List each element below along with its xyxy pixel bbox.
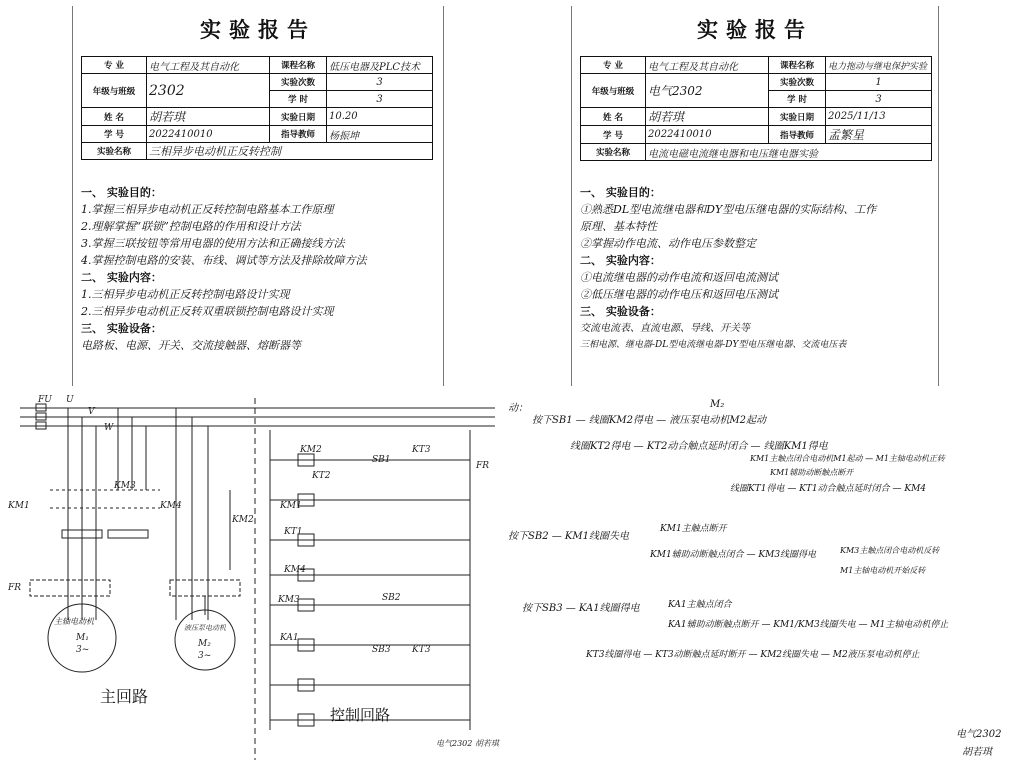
flow-line: KM3主触点闭合电动机反转 [840, 546, 940, 555]
value-name: 胡若琪 [646, 108, 769, 126]
left-section-line: 1.三相异步电动机正反转控制电路设计实现 [81, 288, 290, 301]
right-info-table [580, 56, 932, 161]
label-grade-class: 年级与班级 [82, 74, 147, 108]
value-date: 2025/11/13 [826, 108, 932, 126]
left-report-title: 实验报告 [200, 17, 316, 42]
label-major: 专 业 [82, 57, 147, 74]
flow-line: KA1主触点闭合 [668, 600, 732, 610]
left-section-line: 4.掌握控制电路的安装、布线、调试等方法及排除故障方法 [81, 254, 367, 267]
value-major: 电气工程及其自动化 [646, 57, 769, 74]
ctrl-label-kt3-top: KT3 [412, 445, 431, 455]
flow-line: KM1主触点闭合电动机M1起动 — M1主轴电动机正转 [750, 454, 945, 463]
label-name: 姓 名 [581, 108, 646, 126]
ctrl-label-sb2: SB2 [382, 593, 401, 603]
value-name: 胡若琪 [147, 108, 270, 126]
left-section-line: 3.掌握三联按钮等常用电器的使用方法和正确接线方法 [81, 237, 345, 250]
motor1-label: 主轴电动机 [54, 617, 94, 626]
right-report-page [571, 6, 939, 386]
left-report-page [72, 6, 444, 386]
label-v: V [88, 407, 95, 417]
left-section-line: 电路板、电源、开关、交流接触器、熔断器等 [81, 339, 301, 352]
value-teacher: 孟繁星 [826, 126, 932, 144]
label-major: 专 业 [581, 57, 646, 74]
ctrl-label-km3: KM3 [278, 595, 300, 605]
label-km2: KM2 [232, 515, 254, 525]
motor2-id: M₂ [198, 639, 211, 649]
label-date: 实验日期 [769, 108, 826, 126]
flow-line: KM1辅助动断触点断开 [770, 468, 854, 477]
value-date: 10.20 [327, 108, 433, 126]
left-section-heading: 二、 实验内容： [81, 271, 162, 284]
left-report-body [81, 184, 437, 354]
right-section-line: ②掌握动作电流、动作电压参数整定 [580, 237, 756, 250]
flow-line: M1主轴电动机开始反转 [840, 566, 926, 575]
label-exp-count: 实验次数 [769, 74, 826, 91]
flow-line: KM1辅助动断触点闭合 — KM3线圈得电 [650, 550, 817, 560]
label-km4: KM4 [160, 501, 182, 511]
right-section-line: 交流电流表、直流电源、导线、开关等 [580, 323, 750, 334]
label-exp-name: 实验名称 [581, 144, 646, 161]
label-student-id: 学 号 [82, 126, 147, 143]
flow-line: 线圈KT2得电 — KT2动合触点延时闭合 — 线圈KM1得电 [570, 441, 828, 452]
label-km1: KM1 [8, 501, 30, 511]
ctrl-label-km1: KM1 [280, 501, 302, 511]
main-circuit-wiring [30, 408, 240, 620]
right-report-title: 实验报告 [697, 17, 813, 42]
flow-m2: M₂ [710, 399, 725, 410]
motor1-id: M₁ [76, 633, 89, 643]
label-hours: 学 时 [769, 91, 826, 108]
main-circuit-label: 主回路 [100, 687, 149, 706]
value-course: 电力拖动与继电保护实验 [826, 57, 932, 74]
ctrl-label-km2: KM2 [300, 445, 322, 455]
diagram-signature: 电气2302 胡若琪 [436, 739, 499, 748]
label-course: 课程名称 [270, 57, 327, 74]
ctrl-label-kt2: KT2 [312, 471, 331, 481]
motor2-phase: 3~ [198, 651, 212, 661]
right-report-body [580, 184, 936, 354]
value-grade-class: 2302 [147, 74, 270, 108]
left-section-line: 2.理解掌握“联锁”控制电路的作用和设计方法 [81, 220, 301, 233]
flow-line: 按下SB3 — KA1线圈得电 [522, 603, 640, 614]
motor1-phase: 3~ [76, 645, 90, 655]
value-student-id: 2022410010 [646, 126, 769, 144]
right-section-line: 三相电源、继电器-DL型电流继电器-DY型电压继电器、交流电压表 [580, 340, 847, 350]
right-section-line: 原理、基本特性 [580, 220, 657, 233]
left-section-line: 1.掌握三相异步电动机正反转控制电路基本工作原理 [81, 203, 334, 216]
value-hours: 3 [826, 91, 932, 108]
ctrl-label-sb3: SB3 [372, 645, 391, 655]
label-grade-class: 年级与班级 [581, 74, 646, 108]
value-exp-count: 1 [826, 74, 932, 91]
label-student-id: 学 号 [581, 126, 646, 144]
label-hours: 学 时 [270, 91, 327, 108]
label-exp-name: 实验名称 [82, 143, 147, 160]
control-circuit-label: 控制回路 [330, 706, 391, 724]
left-info-table [81, 56, 433, 160]
ctrl-label-kt3: KT3 [412, 645, 431, 655]
value-exp-name: 三相异步电动机正反转控制 [147, 143, 433, 160]
label-teacher: 指导教师 [270, 126, 327, 143]
flow-line: 线圈KT1得电 — KT1动合触点延时闭合 — KM4 [730, 484, 927, 494]
right-section-heading: 三、 实验设备： [580, 305, 661, 318]
flow-line: KA1辅助动断触点断开 — KM1/KM3线圈失电 — M1主轴电动机停止 [668, 620, 949, 630]
ctrl-label-sb1: SB1 [372, 455, 391, 465]
value-course: 低压电器及PLC技术 [327, 57, 433, 74]
right-section-heading: 二、 实验内容： [580, 254, 661, 267]
label-name: 姓 名 [82, 108, 147, 126]
value-student-id: 2022410010 [147, 126, 270, 143]
flow-header: 动： [508, 403, 528, 414]
label-u: U [66, 395, 74, 405]
control-circuit-wiring [270, 430, 470, 730]
value-teacher: 杨振坤 [327, 126, 433, 143]
flow-sign-name: 胡若琪 [962, 747, 992, 758]
flow-line: KT3线圈得电 — KT3动断触点延时断开 — KM2线圈失电 — M2液压泵电动机停止 [586, 650, 920, 660]
left-section-heading: 三、 实验设备： [81, 322, 162, 335]
flow-sign-class: 电气2302 [956, 729, 1002, 740]
flow-line: 按下SB1 — 线圈KM2得电 — 液压泵电动机M2起动 [532, 415, 766, 426]
value-hours: 3 [327, 91, 433, 108]
flow-line: 按下SB2 — KM1线圈失电 [508, 531, 629, 542]
left-section-heading: 一、 实验目的： [81, 186, 162, 199]
flow-line: KM1主触点断开 [660, 524, 727, 534]
value-major: 电气工程及其自动化 [147, 57, 270, 74]
label-course: 课程名称 [769, 57, 826, 74]
control-flow-notes [500, 395, 1024, 767]
ctrl-label-fr: FR [476, 461, 490, 471]
value-exp-count: 3 [327, 74, 433, 91]
ctrl-label-ka1: KA1 [280, 633, 299, 643]
label-date: 实验日期 [270, 108, 327, 126]
label-teacher: 指导教师 [769, 126, 826, 144]
right-section-line: ②低压继电器的动作电压和返回电压测试 [580, 288, 778, 301]
right-section-line: ①电流继电器的动作电流和返回电流测试 [580, 271, 778, 284]
motor2-label: 液压泵电动机 [184, 624, 226, 632]
right-section-line: ①熟悉DL型电流继电器和DY型电压继电器的实际结构、工作 [580, 203, 877, 216]
left-section-line: 2.三相异步电动机正反转双重联锁控制电路设计实现 [81, 305, 334, 318]
circuit-diagram [0, 390, 500, 767]
ctrl-label-km4: KM4 [284, 565, 306, 575]
value-grade-class: 电气2302 [646, 74, 769, 108]
label-fu: FU [38, 395, 52, 405]
label-exp-count: 实验次数 [270, 74, 327, 91]
label-km3: KM3 [114, 481, 136, 491]
value-exp-name: 电流电磁电流继电器和电压继电器实验 [646, 144, 932, 161]
label-w: W [104, 423, 114, 433]
label-fr: FR [8, 583, 22, 593]
ctrl-label-kt1: KT1 [284, 527, 303, 537]
right-section-heading: 一、 实验目的： [580, 186, 661, 199]
